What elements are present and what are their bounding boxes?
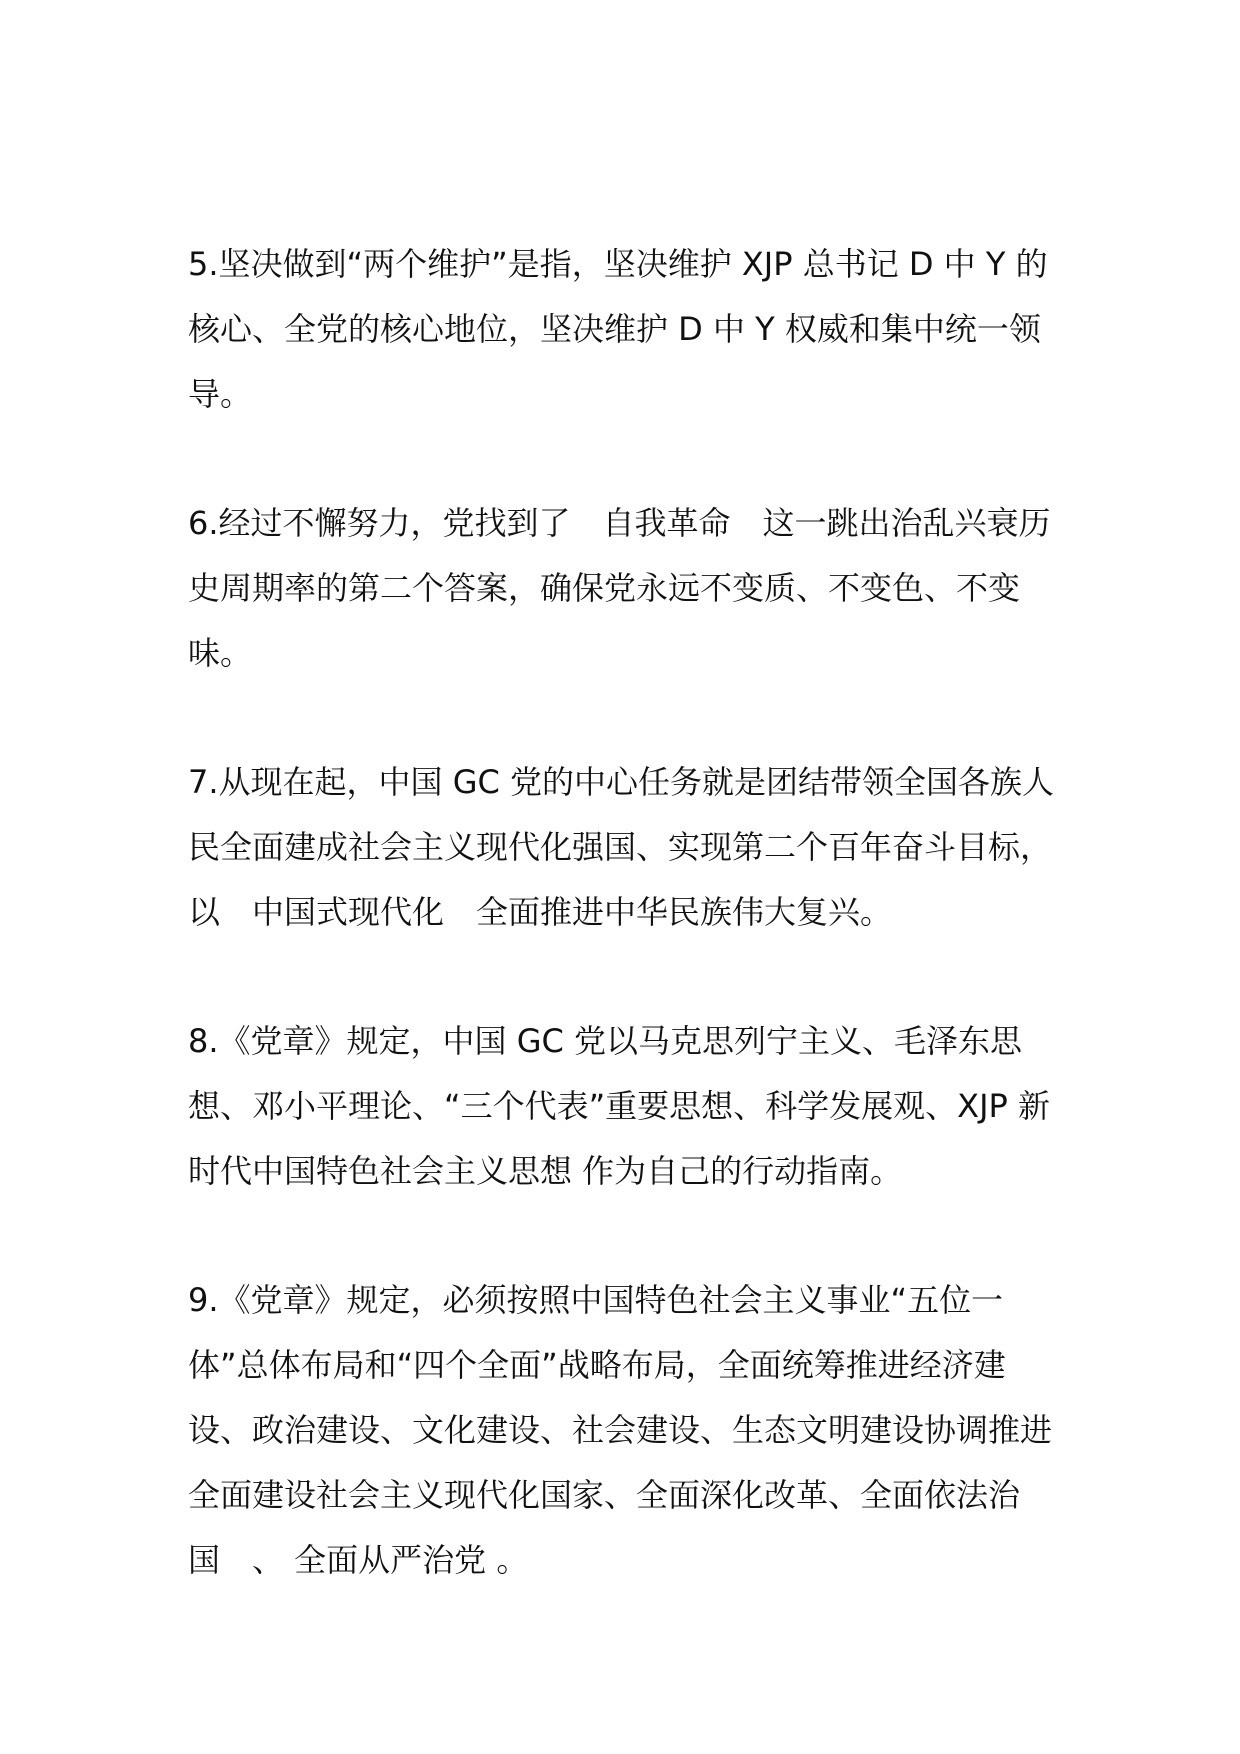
document-body	[188, 232, 1068, 1657]
paragraph-item-8: 8.《党章》规定，中国 GC 党以马克思列宁主义、毛泽东思想、邓小平理论、“三个代表”重要思想、科学发展观、XJP 新时代中国特色社会主义思想 作为自己的行动指南。	[188, 1022, 1050, 1190]
paragraph-item-7: 7.从现在起，中国 GC 党的中心任务就是团结带领全国各族人民全面建成社会主义现代化强国、实现第二个百年奋斗目标，以 中国式现代化 全面推进中华民族伟大复兴。	[188, 763, 1055, 931]
paragraph-item-9: 9.《党章》规定，必须按照中国特色社会主义事业“五位一体”总体布局和“四个全面”战略布局，全面统筹推进经济建设、政治建设、文化建设、社会建设、生态文明建设协调推进全面建设社会主义现代化国家、全面深化改革、全面依法治国 、 全面从严治党 。	[188, 1281, 1053, 1579]
paragraph-item-6: 6.经过不懈努力，党找到了 自我革命 这一跳出治乱兴衰历史周期率的第二个答案，确保党永远不变质、不变色、不变味。	[188, 504, 1051, 672]
paragraph-item-5: 5.坚决做到“两个维护”是指，坚决维护 XJP 总书记 D 中 Y 的核心、全党的核心地位，坚决维护 D 中 Y 权威和集中统一领导。	[188, 245, 1048, 413]
